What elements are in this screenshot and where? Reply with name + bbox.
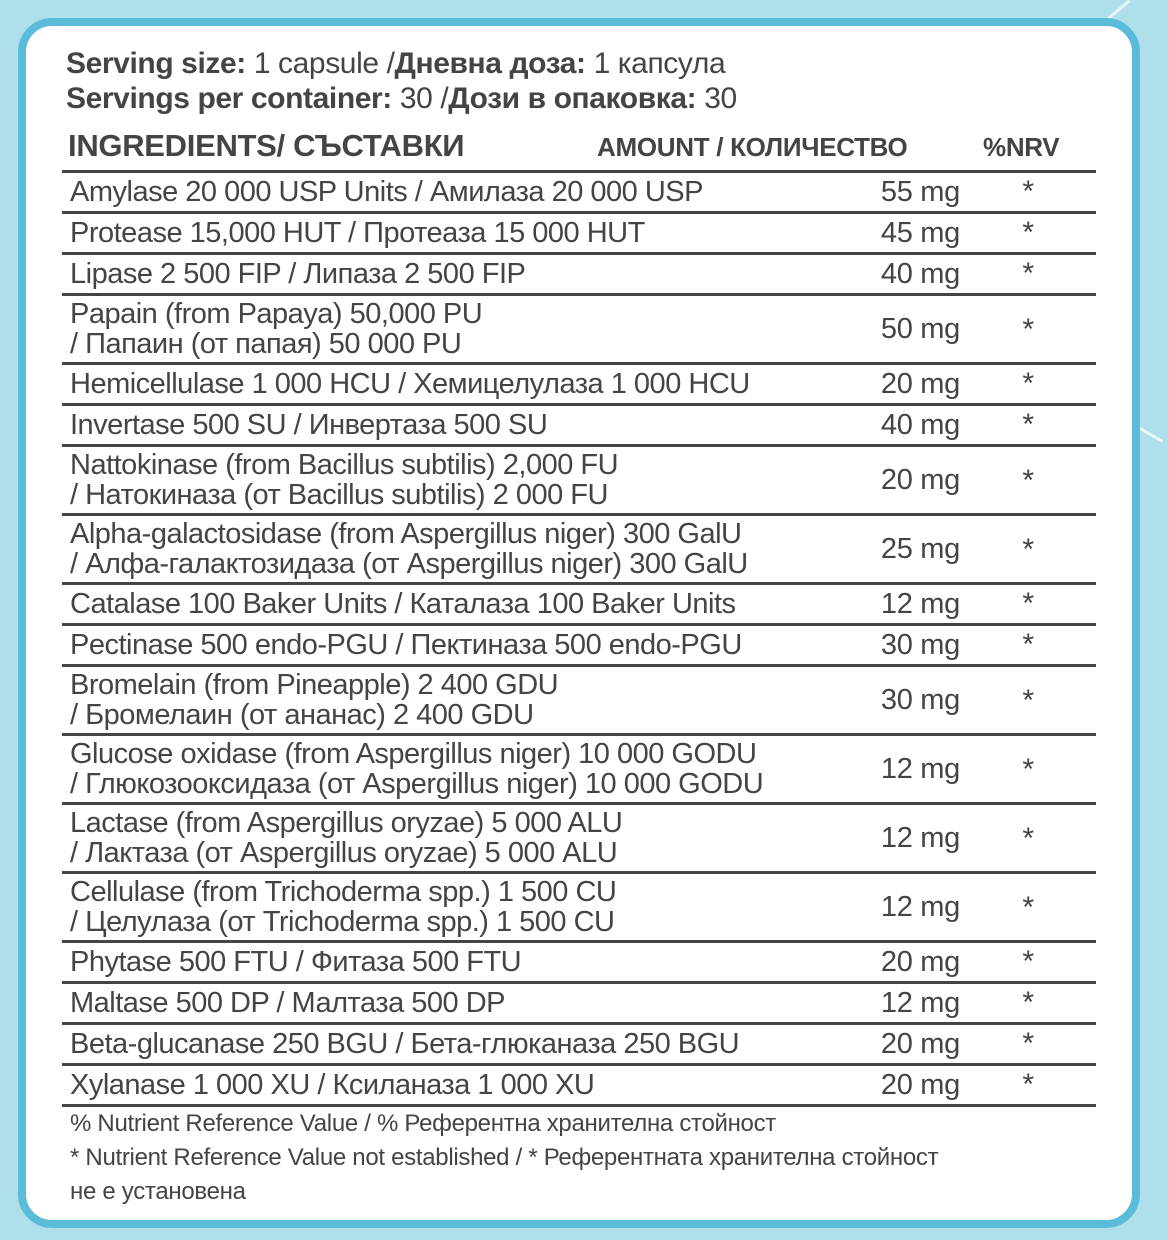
nrv-header: %NRV: [983, 132, 1060, 162]
ingredient-nrv: *: [1022, 367, 1034, 400]
ingredient-name-line-bg: / Глюкозооксидаза (от Aspergillus niger) 10 000 GODU: [70, 768, 764, 800]
ingredient-name: [62, 589, 870, 619]
ingredient-amount: 12 mg: [880, 986, 960, 1019]
serving-size-value-bg: 1 капсула: [593, 47, 726, 80]
table-row: [62, 943, 1096, 984]
ingredient-name: [62, 299, 870, 359]
ingredient-name-line: Lactase (from Aspergillus oryzae) 5 000 ALU: [70, 807, 623, 839]
footnote-nrv: % Nutrient Reference Value / % Референтна хранителна стойност: [70, 1110, 777, 1137]
ingredient-name-line: Catalase 100 Baker Units / Каталаза 100 Baker Units: [70, 588, 736, 620]
serving-size-label-bg: Дневна доза:: [394, 47, 586, 80]
ingredient-name-line-bg: / Натокиназа (от Bacillus subtilis) 2 000 FU: [70, 479, 608, 511]
ingredient-name-line: Maltase 500 DP / Малтаза 500 DP: [70, 987, 505, 1019]
ingredient-amount: 20 mg: [880, 945, 960, 978]
ingredient-amount: 30 mg: [880, 683, 960, 716]
ingredient-name: [62, 988, 870, 1018]
ingredient-nrv: *: [1022, 684, 1034, 717]
ingredient-name: [62, 670, 870, 730]
serving-size-line: [66, 46, 737, 81]
ingredient-name-line: Invertase 500 SU / Инвертаза 500 SU: [70, 409, 548, 441]
ingredient-nrv: *: [1022, 1068, 1034, 1101]
table-row: [62, 805, 1096, 874]
ingredient-name: [62, 808, 870, 868]
table-row: [62, 296, 1096, 365]
table-row: [62, 214, 1096, 255]
ingredient-name: [62, 1029, 870, 1059]
ingredient-name-line: Phytase 500 FTU / Фитаза 500 FTU: [70, 946, 522, 978]
table-row: [62, 406, 1096, 447]
ingredient-name: [62, 947, 870, 977]
ingredient-name-line: Alpha-galactosidase (from Aspergillus niger) 300 GalU: [70, 518, 742, 550]
ingredient-amount: 12 mg: [880, 890, 960, 923]
ingredient-name: [62, 519, 870, 579]
ingredient-nrv: *: [1022, 587, 1034, 620]
ingredient-amount: 55 mg: [880, 175, 960, 208]
ingredient-name-line: Xylanase 1 000 XU / Ксиланаза 1 000 XU: [70, 1069, 595, 1101]
ingredient-name-line-bg: / Папаин (от папая) 50 000 PU: [70, 328, 462, 360]
ingredient-name-line: Cellulase (from Trichoderma spp.) 1 500 CU: [70, 876, 617, 908]
servings-per-container-line: [66, 81, 737, 116]
ingredient-nrv: *: [1022, 986, 1034, 1019]
ingredient-amount: 12 mg: [880, 587, 960, 620]
table-row: [62, 585, 1096, 626]
ingredient-amount: 40 mg: [880, 408, 960, 441]
ingredient-name: [62, 259, 870, 289]
ingredient-name: [62, 218, 870, 248]
servings-per-value: 30 /: [399, 82, 449, 115]
servings-per-value-bg: 30: [704, 82, 737, 115]
ingredient-name-line: Papain (from Papaya) 50,000 PU: [70, 298, 483, 330]
ingredient-nrv: *: [1022, 945, 1034, 978]
ingredient-amount: 25 mg: [880, 532, 960, 565]
ingredient-name: [62, 410, 870, 440]
table-row: [62, 1066, 1096, 1107]
ingredients-table: [62, 170, 1096, 1107]
ingredient-nrv: *: [1022, 257, 1034, 290]
table-row: [62, 626, 1096, 667]
ingredient-nrv: *: [1022, 1027, 1034, 1060]
table-row: [62, 516, 1096, 585]
ingredient-name: [62, 177, 870, 207]
ingredient-amount: 12 mg: [880, 821, 960, 854]
ingredient-amount: 30 mg: [880, 628, 960, 661]
table-row: [62, 984, 1096, 1025]
ingredient-name-line: Nattokinase (from Bacillus subtilis) 2,000 FU: [70, 449, 619, 481]
ingredient-name-line-bg: / Целулаза (от Trichoderma spp.) 1 500 CU: [70, 906, 615, 938]
ingredient-amount: 45 mg: [880, 216, 960, 249]
serving-size-value: 1 capsule /: [253, 47, 395, 80]
ingredient-name-line-bg: / Бромелаин (от ананас) 2 400 GDU: [70, 699, 534, 731]
ingredient-amount: 12 mg: [880, 752, 960, 785]
ingredient-name-line: Lipase 2 500 FIP / Липаза 2 500 FIP: [70, 258, 526, 290]
ingredient-name-line: Amylase 20 000 USP Units / Амилаза 20 000 USP: [70, 176, 703, 208]
ingredient-amount: 20 mg: [880, 1068, 960, 1101]
footnote-not-established: * Nutrient Reference Value not established / * Референтната хранителна стойност: [70, 1144, 939, 1171]
servings-per-label-bg: Дози в опаковка:: [448, 82, 697, 115]
ingredient-name-line: Beta-glucanase 250 BGU / Бета-глюканаза 250 BGU: [70, 1028, 740, 1060]
ingredient-name: [62, 739, 870, 799]
table-row: [62, 365, 1096, 406]
ingredient-name: [62, 877, 870, 937]
ingredient-nrv: *: [1022, 628, 1034, 661]
ingredient-nrv: *: [1022, 464, 1034, 497]
table-row: [62, 255, 1096, 296]
ingredient-amount: 50 mg: [880, 312, 960, 345]
ingredient-name: [62, 369, 870, 399]
ingredient-name: [62, 630, 870, 660]
ingredient-name-line: Pectinase 500 endo-PGU / Пектиназа 500 endo-PGU: [70, 629, 742, 661]
servings-per-label: Servings per container:: [66, 82, 392, 115]
ingredient-name-line: Protease 15,000 HUT / Протеаза 15 000 HUT: [70, 217, 645, 249]
table-row: [62, 1025, 1096, 1066]
serving-info: [66, 46, 737, 116]
table-row: [62, 874, 1096, 943]
amount-header: AMOUNT / КОЛИЧЕСТВО: [597, 132, 908, 162]
table-row: [62, 667, 1096, 736]
ingredient-nrv: *: [1022, 216, 1034, 249]
ingredient-nrv: *: [1022, 313, 1034, 346]
ingredient-nrv: *: [1022, 753, 1034, 786]
ingredient-name: [62, 450, 870, 510]
ingredient-amount: 20 mg: [880, 1027, 960, 1060]
ingredient-nrv: *: [1022, 175, 1034, 208]
footnotes: [70, 1107, 938, 1209]
ingredient-name-line: Glucose oxidase (from Aspergillus niger) 10 000 GODU: [70, 738, 757, 770]
table-row: [62, 447, 1096, 516]
ingredient-name: [62, 1070, 870, 1100]
footnote-not-established-cont: не е установена: [70, 1178, 246, 1205]
ingredient-nrv: *: [1022, 822, 1034, 855]
ingredient-name-line: Hemicellulase 1 000 HCU / Хемицелулаза 1 000 HCU: [70, 368, 750, 400]
ingredient-nrv: *: [1022, 891, 1034, 924]
ingredient-name-line: Bromelain (from Pineapple) 2 400 GDU: [70, 669, 559, 701]
ingredient-amount: 20 mg: [880, 367, 960, 400]
ingredient-amount: 20 mg: [880, 463, 960, 496]
ingredient-amount: 40 mg: [880, 257, 960, 290]
ingredient-name-line-bg: / Алфа-галактозидаза (от Aspergillus niger) 300 GalU: [70, 548, 748, 580]
ingredient-nrv: *: [1022, 408, 1034, 441]
serving-size-label: Serving size:: [66, 47, 246, 80]
table-row: [62, 173, 1096, 214]
ingredient-nrv: *: [1022, 533, 1034, 566]
ingredients-header: INGREDIENTS/ СЪСТАВКИ: [68, 128, 465, 163]
table-row: [62, 736, 1096, 805]
ingredient-name-line-bg: / Лактаза (от Aspergillus oryzae) 5 000 ALU: [70, 837, 618, 869]
